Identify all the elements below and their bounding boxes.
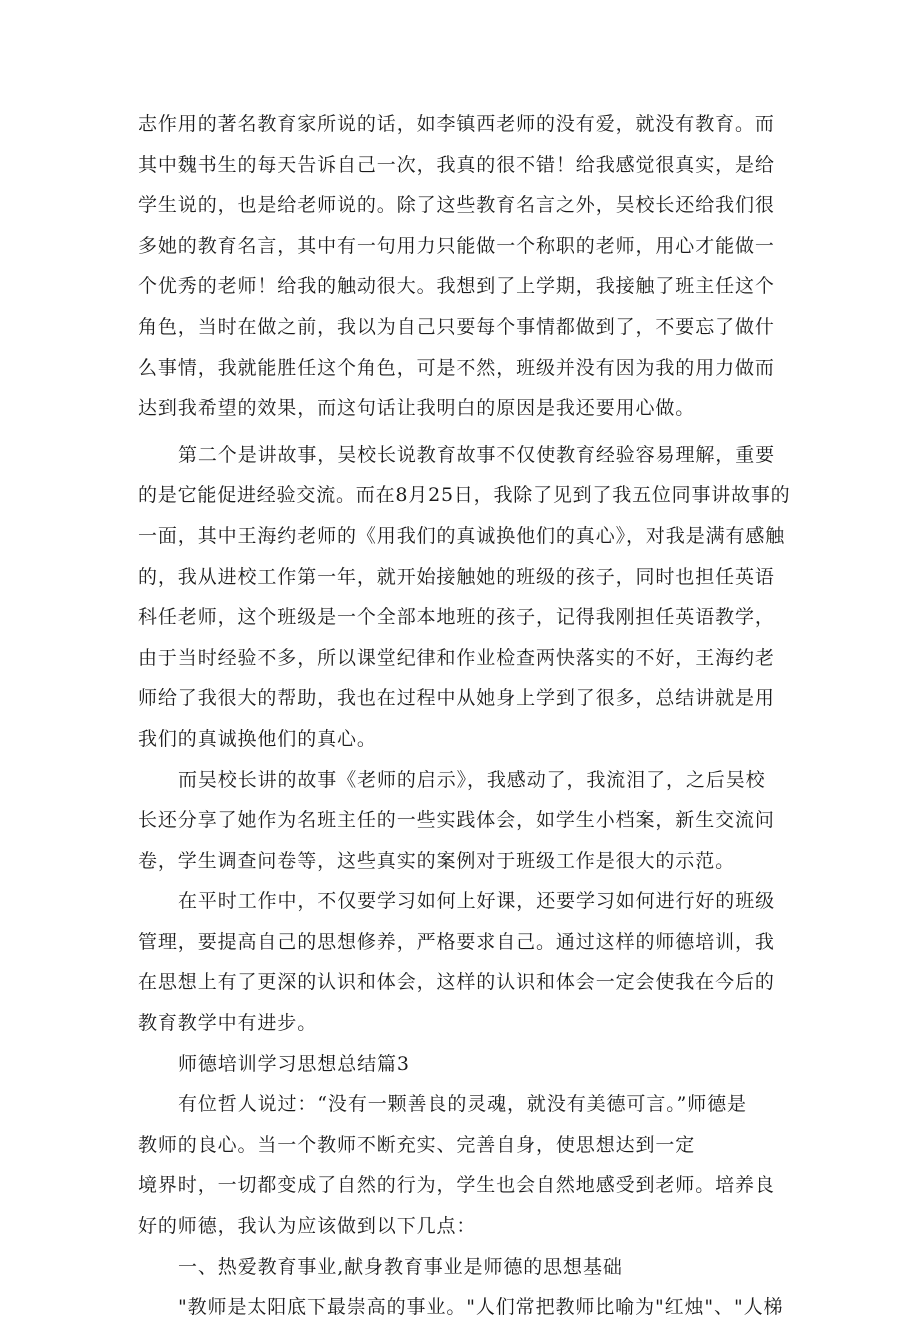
text-line: 管理，要提高自己的思想修养，严格要求自己。通过这样的师德培训，我 bbox=[138, 930, 775, 953]
text-line: 一面，其中王海约老师的《用我们的真诚换他们的真心》，对我是满有感触 bbox=[138, 524, 786, 547]
text-line: 在平时工作中，不仅要学习如何上好课，还要学习如何进行好的班级 bbox=[178, 890, 776, 913]
text-line: 教育教学中有进步。 bbox=[138, 1012, 318, 1035]
text-line: 有位哲人说过：“没有一颗善良的灵魂，就没有美德可言。”师德是 bbox=[178, 1093, 747, 1116]
text-line: 个优秀的老师！给我的触动很大。我想到了上学期，我接触了班主任这个 bbox=[138, 275, 775, 298]
text-line: 学生说的，也是给老师说的。除了这些教育名言之外，吴校长还给我们很 bbox=[138, 194, 775, 217]
text-line: 好的师德，我认为应该做到以下几点： bbox=[138, 1215, 477, 1238]
text-line: 志作用的著名教育家所说的话，如李镇西老师的没有爱，就没有教育。而 bbox=[138, 113, 775, 135]
section-heading: 师德培训学习思想总结篇3 bbox=[178, 1052, 410, 1075]
text-line: 师给了我很大的帮助，我也在过程中从她身上学到了很多，总结讲就是用 bbox=[138, 687, 775, 710]
text-line: 的是它能促进经验交流。而在8月25日，我除了见到了我五位同事讲故事的 bbox=[138, 484, 791, 507]
text-line: 达到我希望的效果，而这句话让我明白的原因是我还要用心做。 bbox=[138, 397, 696, 420]
text-line: 科任老师，这个班级是一个全部本地班的孩子，记得我刚担任英语教学， bbox=[138, 606, 775, 629]
text-line: 境界时，一切都变成了自然的行为，学生也会自然地感受到老师。培养良 bbox=[138, 1174, 775, 1197]
text-line: 的，我从进校工作第一年，就开始接触她的班级的孩子，同时也担任英语 bbox=[138, 565, 775, 588]
text-line: 第二个是讲故事，吴校长说教育故事不仅使教育经验容易理解，重要 bbox=[178, 443, 776, 466]
text-line: 长还分享了她作为名班主任的一些实践体会，如学生小档案，新生交流问 bbox=[138, 809, 775, 832]
sub-heading: 一、热爱教育事业,献身教育事业是师德的思想基础 bbox=[178, 1255, 623, 1278]
text-line: 在思想上有了更深的认识和体会，这样的认识和体会一定会使我在今后的 bbox=[138, 971, 775, 994]
text-line: 多她的教育名言，其中有一句用力只能做一个称职的老师，用心才能做一 bbox=[138, 234, 775, 257]
text-line: "教师是太阳底下最崇高的事业。"人们常把教师比喻为"红烛"、"人梯 bbox=[178, 1296, 784, 1319]
text-line: 其中魏书生的每天告诉自己一次，我真的很不错！给我感觉很真实，是给 bbox=[138, 153, 775, 176]
text-line: 角色，当时在做之前，我以为自己只要每个事情都做到了，不要忘了做什 bbox=[138, 315, 775, 338]
document-body bbox=[138, 104, 790, 1328]
text-line: 卷，学生调查问卷等，这些真实的案例对于班级工作是很大的示范。 bbox=[138, 849, 736, 872]
text-line: 我们的真诚换他们的真心。 bbox=[138, 727, 377, 750]
text-line: 教师的良心。当一个教师不断充实、完善自身，使思想达到一定 bbox=[138, 1133, 696, 1156]
text-line: 么事情，我就能胜任这个角色，可是不然，班级并没有因为我的用力做而 bbox=[138, 356, 775, 379]
text-line: 而吴校长讲的故事《老师的启示》，我感动了，我流泪了，之后吴校 bbox=[178, 768, 766, 791]
text-line: 由于当时经验不多，所以课堂纪律和作业检查两快落实的不好，王海约老 bbox=[138, 646, 775, 669]
